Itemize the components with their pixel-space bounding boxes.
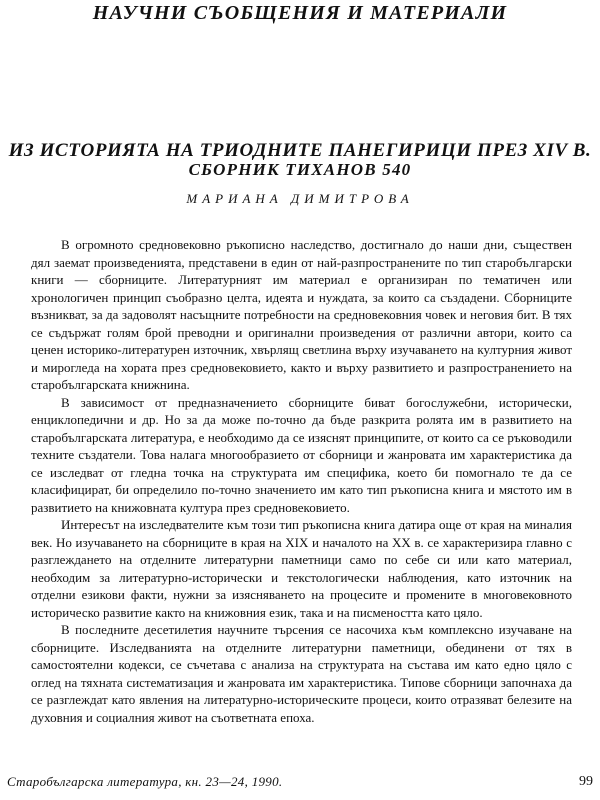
journal-reference: Старобългарска литература, кн. 23—24, 1990. (7, 774, 283, 789)
author-name: МАРИАНА ДИМИТРОВА (186, 191, 414, 206)
page-footer (7, 774, 593, 794)
paragraph: В зависимост от предназначението сборниците биват богослужебни, исторически, енциклопедични и др. Но за да може по-точно да бъде разкрита ролята им в развитието на старобългарската литература, е необходимо да се изяснят принципите, от които са се ръководили техните създатели. Това налага многообразието от сборници и жанровата им характеристика да се изследват от гледна точка на структурата им специфика, което би помогнало те да се класифицират, би определило по-точно значението им като тип ръкописна книга и мястото им в развитието на книжовната култура през средновековието. (31, 394, 572, 515)
page-number: 99 (579, 774, 593, 789)
section-heading: НАУЧНИ СЪОБЩЕНИЯ И МАТЕРИАЛИ (92, 2, 508, 24)
article-body (31, 236, 572, 726)
article-title: ИЗ ИСТОРИЯТА НА ТРИОДНИТЕ ПАНЕГИРИЦИ ПРЕЗ XIV В. (8, 140, 592, 161)
paragraph: В огромното средновековно ръкописно наследство, достигнало до наши дни, съществен дял заемат произведенията, представени в един от най-разпространените по тип старобългарски книги — сборниците. Литературният им материал е организиран по тематичен или хронологичен принцип съобразно целта, идеята и нуждата, за които са създадени. Сборниците възникват, за да задоволят насъщните потребности на средновековния човек и неговия бит. В тях се съдържат голям брой преводни и оригинални произведения от различни автори, които са ценен историко-литературен източник, хвърлящ светлина върху изучаването на културния живот и мирогледа на хората през средновековието, както и върху развитието и разпространението на старобългарската книжнина. (31, 237, 572, 392)
paragraph: В последните десетилетия научните търсения се насочиха към комплексно изучаване на сборниците. Изследванията на отделните литературни паметници, обединени от тях в самостоятелни кодекси, се съчетава с анализа на структурата на състава им като едно цяло с оглед на тяхната систематизация и жанровата им характеристика. Типове сборници започнаха да се разглеждат като явления на литературно-историческите процеси, които отразяват белезите на духовния и социалния живот на съответната епоха. (31, 622, 572, 725)
article-subtitle: СБОРНИК ТИХАНОВ 540 (188, 160, 412, 179)
paragraph: Интересът на изследвателите към този тип ръкописна книга датира още от края на миналия век. Но изучаването на сборниците в края на XIX и началото на XX в. се характеризира главно с разглеждането на отделните литературни паметници само по себе си или като материал, необходим за литературно-исторически и текстологически наблюдения, като източник на отделни езикови факти, нужни за изясняването на процесите и промените в многовековното историческо развитие както на книжовния език, така и на писмеността като цяло. (31, 517, 572, 620)
